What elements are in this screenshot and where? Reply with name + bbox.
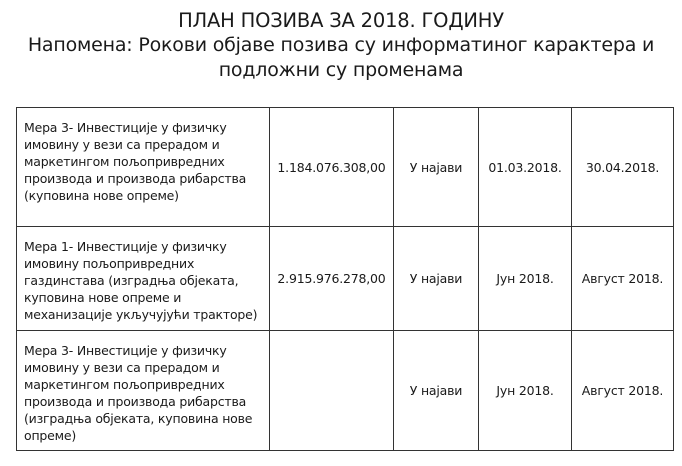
end-date-cell: Август 2018. bbox=[572, 227, 674, 331]
document-header bbox=[0, 8, 682, 83]
page-note: Напомена: Рокови објаве позива су информатиног карактера и подложни су променама bbox=[27, 34, 655, 81]
table-row bbox=[17, 108, 674, 227]
status-cell: У најави bbox=[394, 331, 479, 451]
measure-description: Мера 3- Инвестиције у физичку имовину у вези са прерадом и маркетингом пољопривредних производа и производа рибарства (куповина нове опреме) bbox=[17, 108, 270, 227]
status-cell: У најави bbox=[394, 227, 479, 331]
start-date-cell: 01.03.2018. bbox=[479, 108, 572, 227]
amount-cell bbox=[270, 331, 394, 451]
calls-table bbox=[16, 107, 674, 451]
measure-description: Мера 1- Инвестиције у физичку имовину пољопривредних газдинстава (изградња објеката, куповина нове опреме и механизације укључујући тракторе) bbox=[17, 227, 270, 331]
measure-description: Мера 3- Инвестиције у физичку имовину у вези са прерадом и маркетингом пољопривредних производа и производа рибарства (изградња објеката, куповина нове опреме) bbox=[17, 331, 270, 451]
amount-cell: 1.184.076.308,00 bbox=[270, 108, 394, 227]
start-date-cell: Јун 2018. bbox=[479, 331, 572, 451]
amount-cell: 2.915.976.278,00 bbox=[270, 227, 394, 331]
table-row bbox=[17, 227, 674, 331]
end-date-cell: Август 2018. bbox=[572, 331, 674, 451]
status-cell: У најави bbox=[394, 108, 479, 227]
end-date-cell: 30.04.2018. bbox=[572, 108, 674, 227]
start-date-cell: Јун 2018. bbox=[479, 227, 572, 331]
page-title: ПЛАН ПОЗИВА ЗА 2018. ГОДИНУ bbox=[178, 9, 504, 32]
table-row bbox=[17, 331, 674, 451]
